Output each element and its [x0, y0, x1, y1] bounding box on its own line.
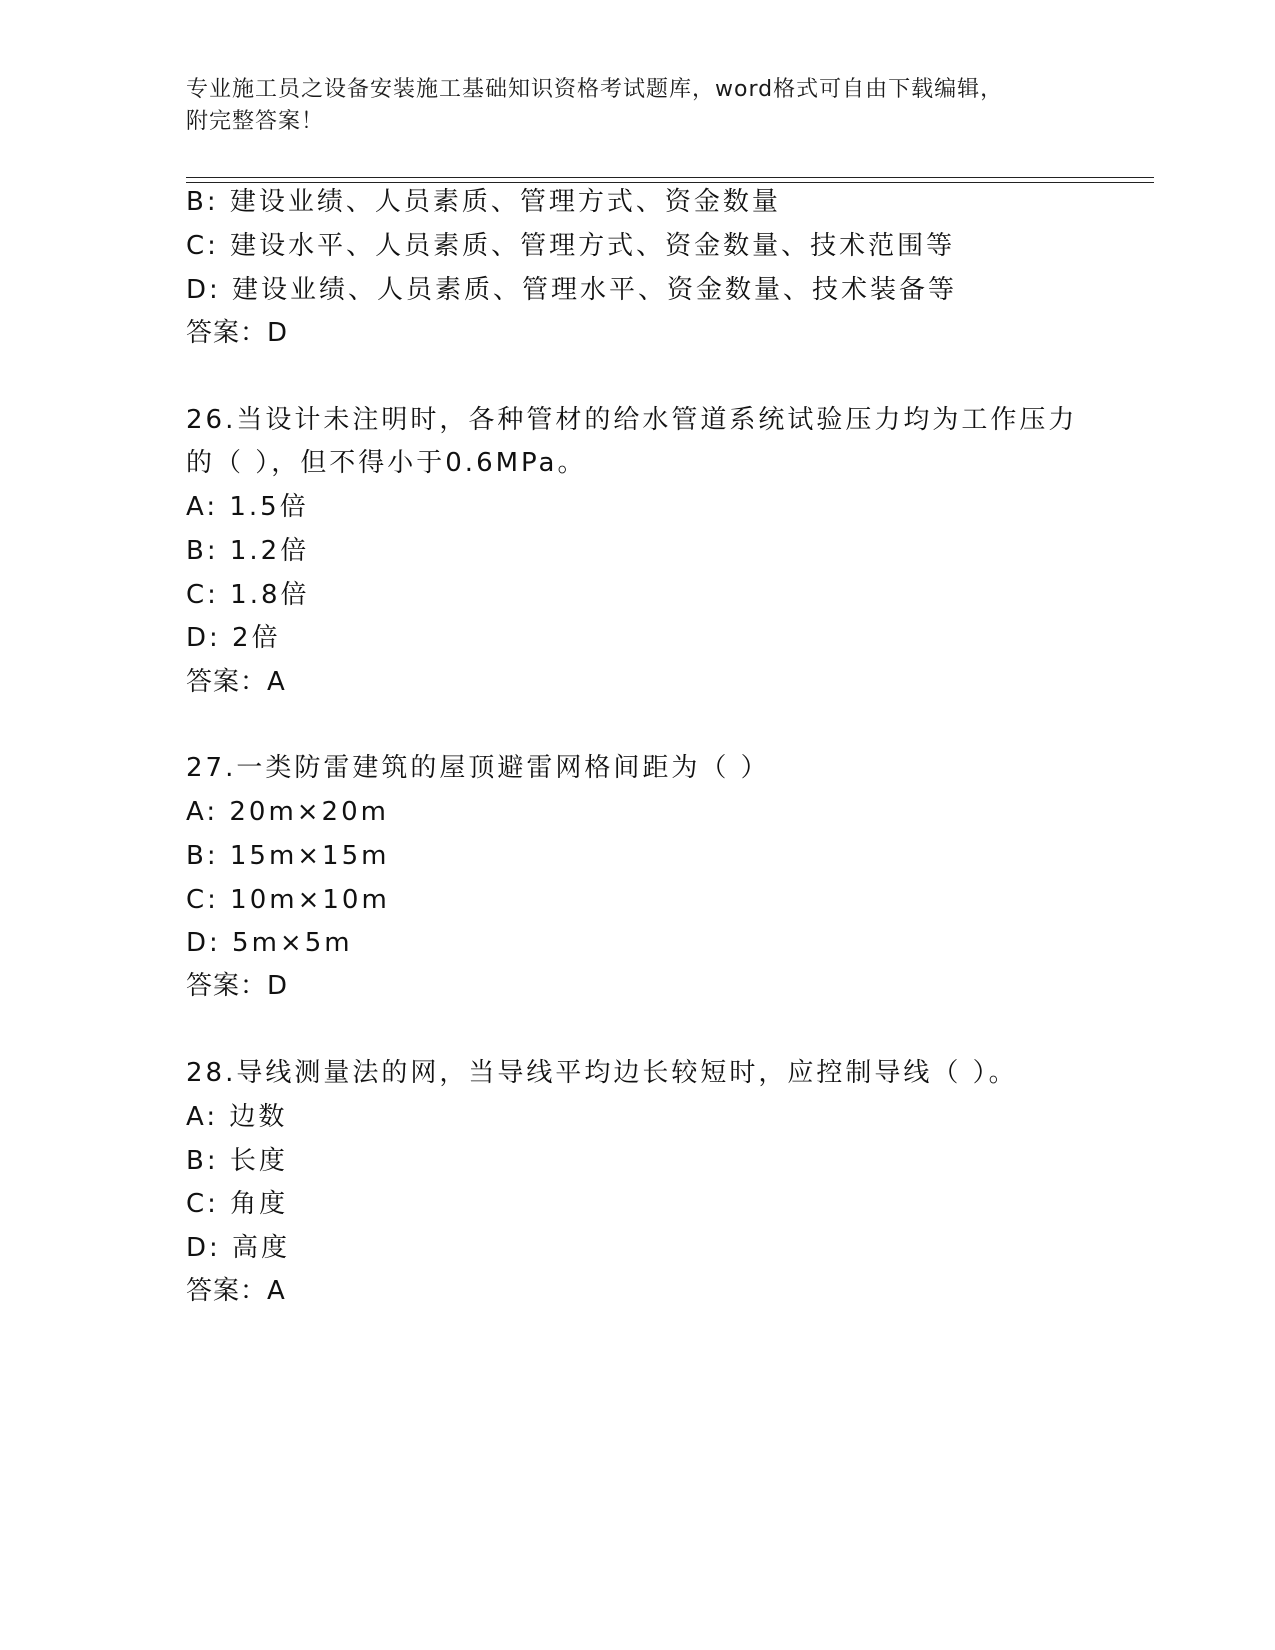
document-header	[186, 74, 1086, 138]
q26-option-a: A: 1.5倍	[186, 492, 309, 522]
q26-question-line-2: 的（ ），但不得小于0.6MPa。	[186, 448, 587, 478]
header-divider-top	[186, 177, 1154, 178]
q26-option-b: B: 1.2倍	[186, 536, 310, 566]
q27-option-b: B: 15m×15m	[186, 841, 390, 871]
q25-option-d: D: 建设业绩、人员素质、管理水平、资金数量、技术装备等	[186, 275, 958, 305]
q27-answer: 答案：D	[186, 971, 289, 1001]
header-divider-bottom	[186, 182, 1154, 183]
q28-option-d: D: 高度	[186, 1233, 291, 1263]
q26-option-c: C: 1.8倍	[186, 580, 310, 610]
q28-question: 28.导线测量法的网，当导线平均边长较短时，应控制导线（ ）。	[186, 1058, 1018, 1088]
q27-question: 27.一类防雷建筑的屋顶避雷网格间距为（ ）	[186, 753, 770, 783]
q28-answer: 答案：A	[186, 1276, 286, 1306]
q25-option-b: B: 建设业绩、人员素质、管理方式、资金数量	[186, 187, 781, 217]
q25-option-c: C: 建设水平、人员素质、管理方式、资金数量、技术范围等	[186, 231, 956, 261]
q26-option-d: D: 2倍	[186, 623, 281, 653]
q26-answer: 答案：A	[186, 667, 286, 697]
q28-option-b: B: 长度	[186, 1146, 288, 1176]
q27-option-a: A: 20m×20m	[186, 797, 389, 827]
header-line-1: 专业施工员之设备安装施工基础知识资格考试题库，word格式可自由下载编辑，	[186, 77, 1004, 102]
q25-answer: 答案：D	[186, 318, 289, 348]
q28-option-c: C: 角度	[186, 1189, 289, 1219]
q28-option-a: A: 边数	[186, 1102, 288, 1132]
q27-option-d: D: 5m×5m	[186, 928, 353, 958]
header-line-2: 附完整答案！	[186, 109, 325, 134]
q27-option-c: C: 10m×10m	[186, 885, 390, 915]
q26-question-line-1: 26.当设计未注明时，各种管材的给水管道系统试验压力均为工作压力	[186, 405, 1078, 435]
